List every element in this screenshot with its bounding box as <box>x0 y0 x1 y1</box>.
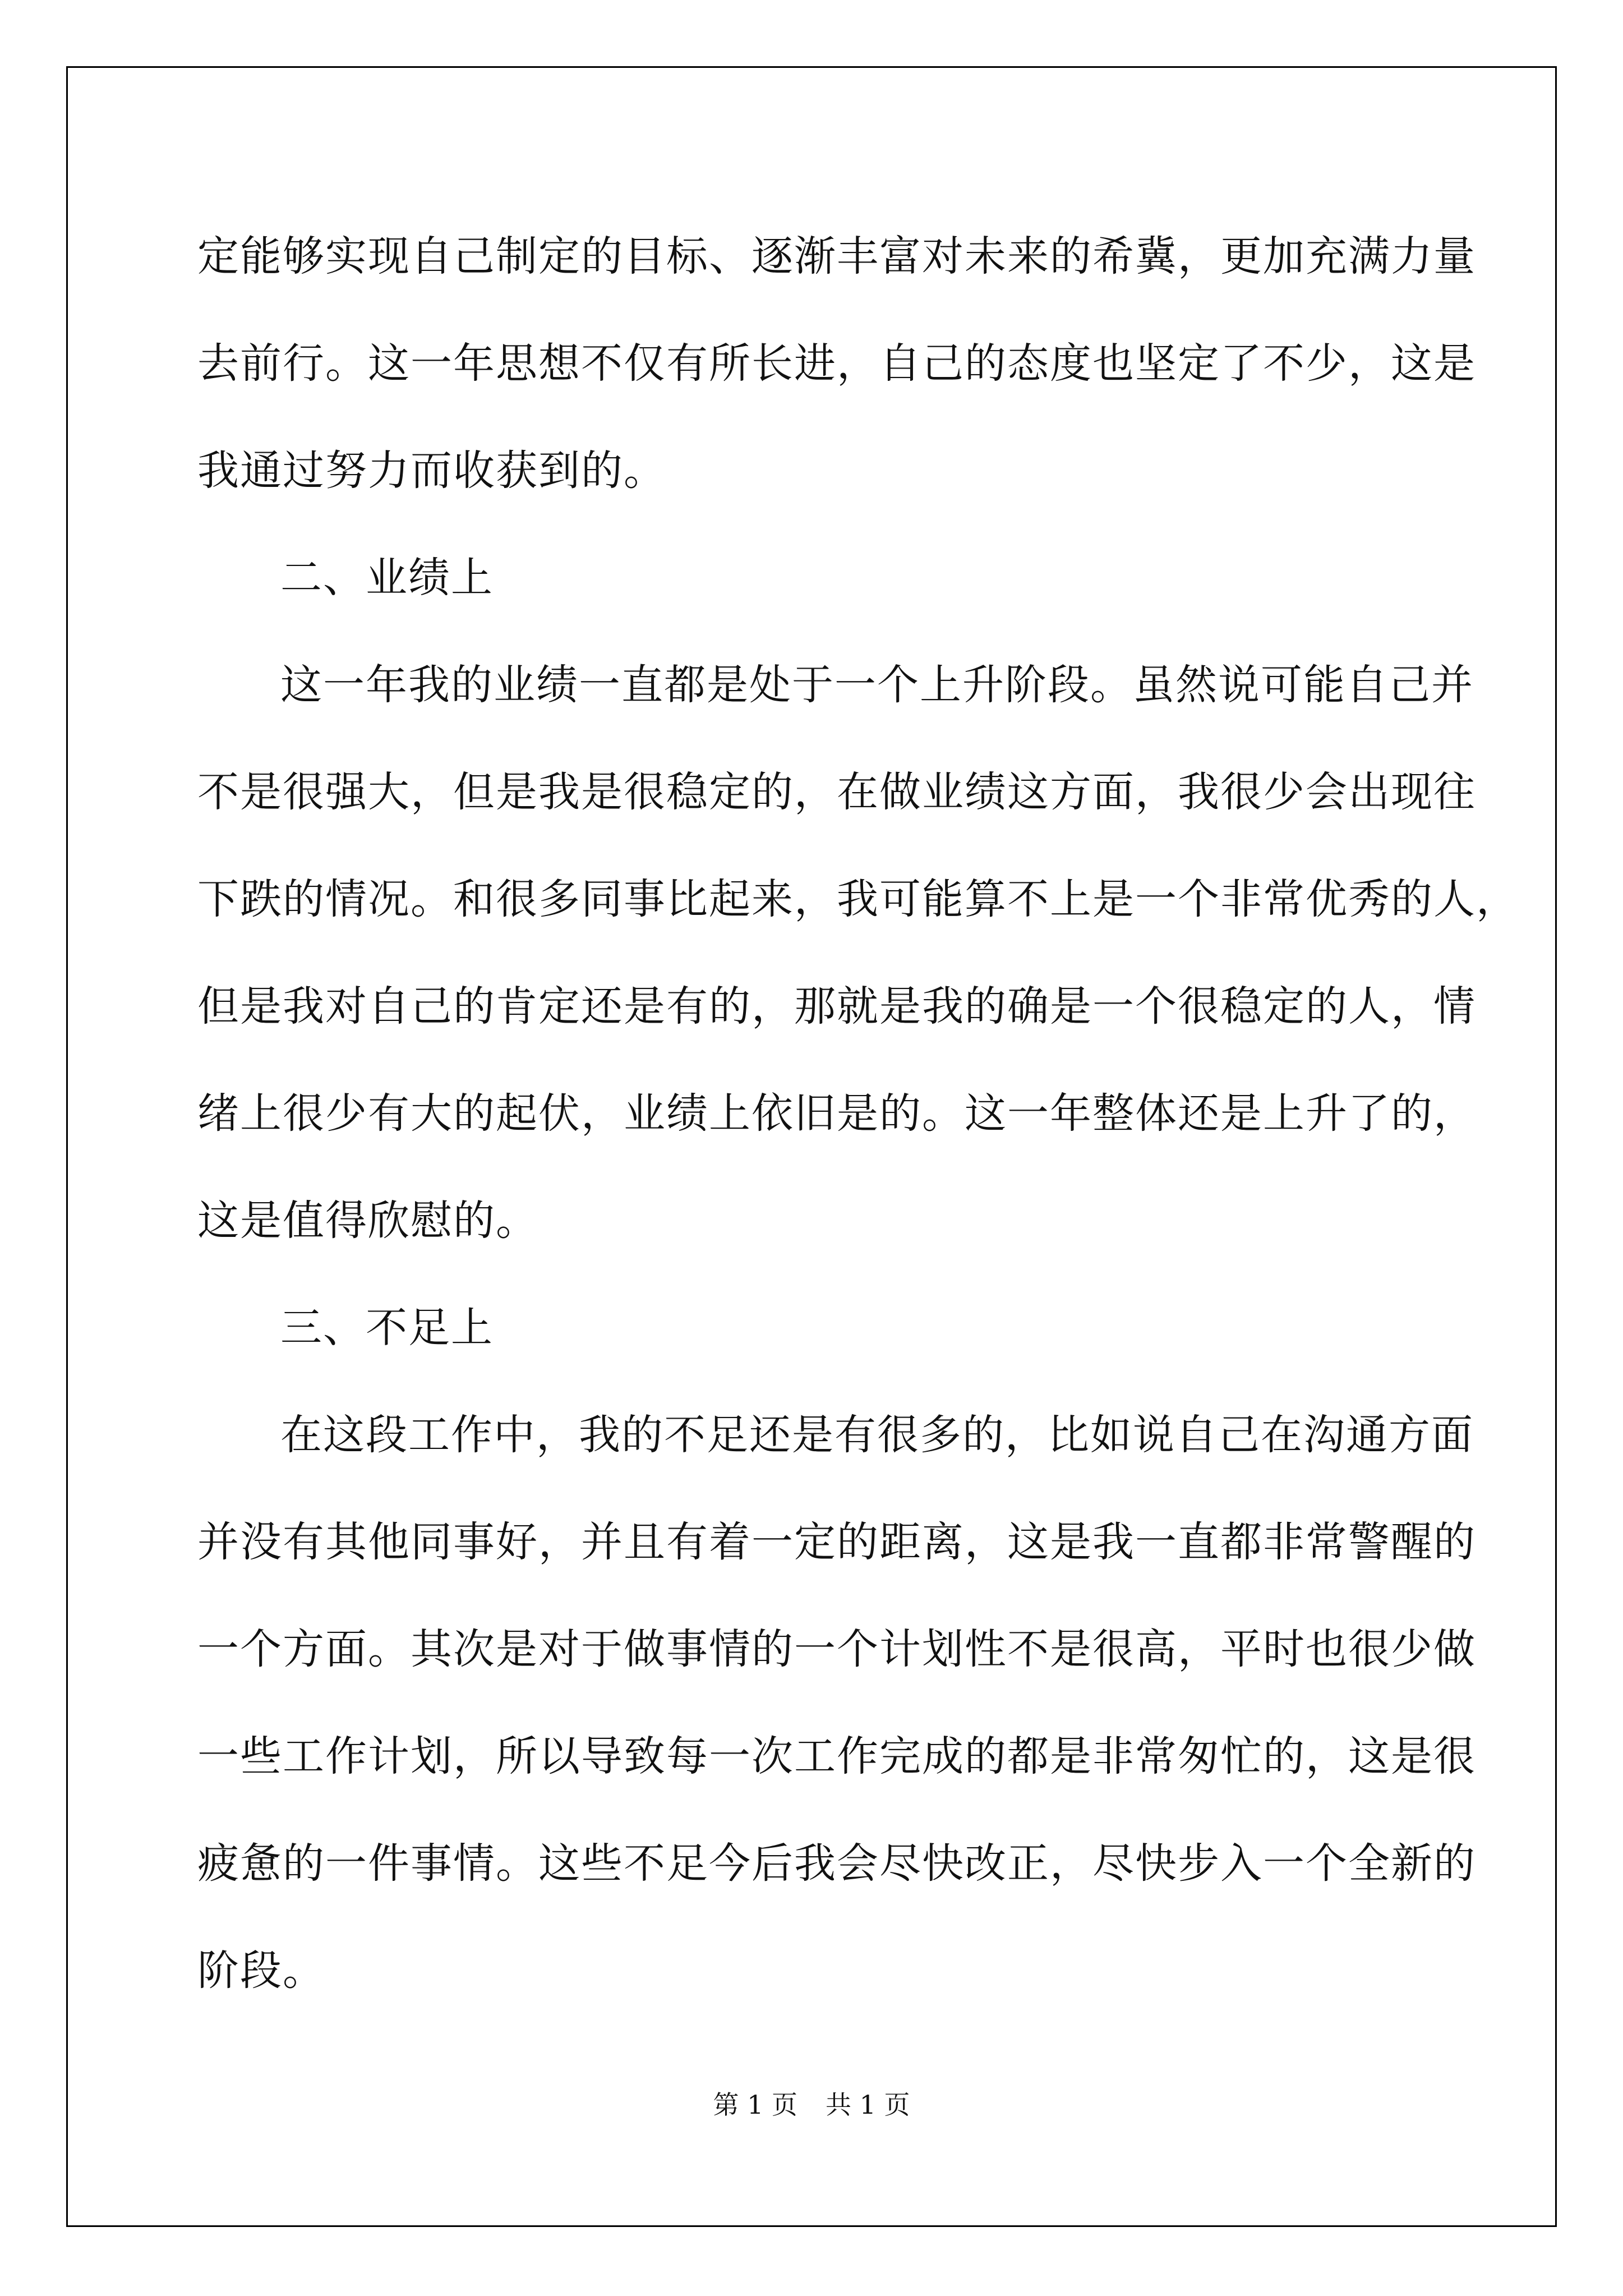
page-number-current: 第 1 页 <box>713 2090 797 2120</box>
text-line: 这一年我的业绩一直都是处于一个上升阶段。虽然说可能自己并 <box>280 661 1474 709</box>
text-line: 但是我对自己的肯定还是有的，那就是我的确是一个很稳定的人，情 <box>197 982 1476 1030</box>
text-line: 一个方面。其次是对于做事情的一个计划性不是很高，平时也很少做 <box>197 1625 1476 1673</box>
document-body <box>197 203 1519 2024</box>
text-line: 并没有其他同事好，并且有着一定的距离，这是我一直都非常警醒的 <box>197 1518 1476 1566</box>
text-line: 下跌的情况。和很多同事比起来，我可能算不上是一个非常优秀的人， <box>197 875 1519 923</box>
text-line: 去前行。这一年思想不仅有所长进，自己的态度也坚定了不少，这是 <box>197 339 1476 388</box>
text-line: 不是很强大，但是我是很稳定的，在做业绩这方面，我很少会出现往 <box>197 768 1476 816</box>
text-line: 疲惫的一件事情。这些不足今后我会尽快改正，尽快步入一个全新的 <box>197 1839 1476 1888</box>
text-line: 一些工作计划，所以导致每一次工作完成的都是非常匆忙的，这是很 <box>197 1732 1476 1780</box>
text-line: 绪上很少有大的起伏，业绩上依旧是的。这一年整体还是上升了的， <box>197 1089 1476 1138</box>
section-heading: 三、不足上 <box>280 1304 494 1352</box>
text-line: 这是值得欣慰的。 <box>197 1197 538 1245</box>
text-line: 我通过努力而收获到的。 <box>197 447 666 495</box>
page-footer <box>0 2088 1623 2122</box>
section-heading: 二、业绩上 <box>280 554 494 602</box>
text-line: 定能够实现自己制定的目标、逐渐丰富对未来的希冀，更加充满力量 <box>197 232 1476 280</box>
text-line: 阶段。 <box>197 1947 325 1995</box>
page-number-total: 共 1 页 <box>826 2090 910 2120</box>
text-line: 在这段工作中，我的不足还是有很多的，比如说自己在沟通方面 <box>280 1411 1474 1459</box>
